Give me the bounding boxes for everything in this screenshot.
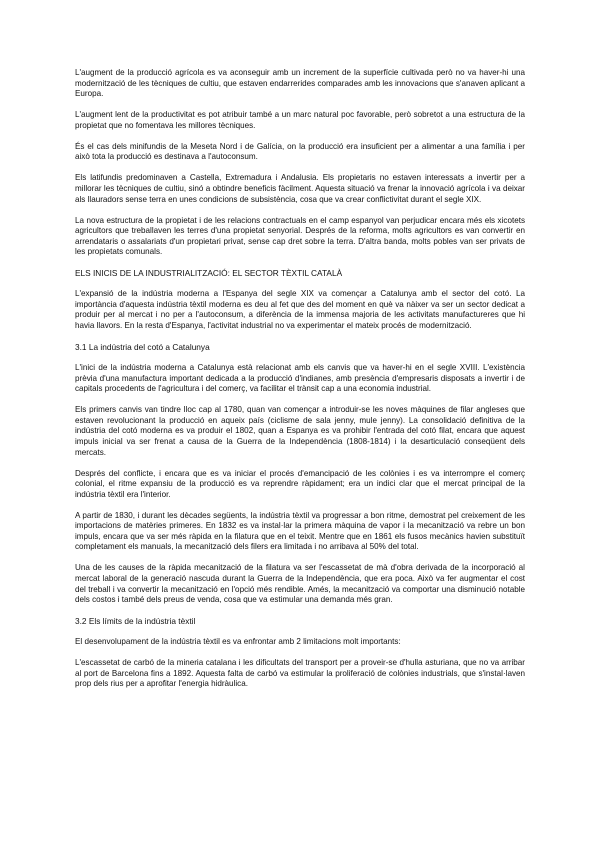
paragraph: L'augment de la producció agrícola es va aconseguir amb un increment de la superfície cultivada però no va haver-hi una modernització de les tècniques de cultiu, que estaven endarrerides comparades amb les innovacions que s'anaven aplicant a Europa. bbox=[75, 68, 525, 99]
document-page bbox=[75, 68, 525, 700]
paragraph: L'augment lent de la productivitat es pot atribuir també a un marc natural poc favorable, però sobretot a una estructura de la propietat que no fomentava les millores tècniques. bbox=[75, 110, 525, 130]
paragraph: Després del conflicte, i encara que es va iniciar el procés d'emancipació de les colònies i es va interrompre el comerç colonial, el ritme expansiu de la producció es va reprendre ràpidament; era un indici clar que el mercat principal de la indústria tèxtil era l'interior. bbox=[75, 468, 525, 499]
paragraph: Una de les causes de la ràpida mecanització de la filatura va ser l'escassetat de mà d'obra derivada de la incorporació al mercat laboral de la generació nascuda durant la Guerra de la Independència, que era poca. Això va fer augmentar el cost del treball i va convertir la mecanització en l'opció més rendible. Amés, la mecanització va comportar una disminució notable dels costos i també dels preus de venda, cosa que va estimular una demanda més gran. bbox=[75, 563, 525, 605]
section-heading: ELS INICIS DE LA INDUSTRIALITZACIÓ: EL SECTOR TÈXTIL CATALÀ bbox=[75, 268, 343, 279]
paragraph: La nova estructura de la propietat i de les relacions contractuals en el camp espanyol van perjudicar encara més els xicotets agricultors que treballaven les terres d'una propietat senyorial. Després de la reforma, molts agricultors es van convertir en arrendataris o assalariats d'un propietari privat, sense cap dret sobre la terra. D'altra banda, molts pobles van ser privats de les propietats comunals. bbox=[75, 215, 525, 257]
paragraph: El desenvolupament de la indústria tèxtil es va enfrontar amb 2 limitacions molt importants: bbox=[75, 637, 401, 647]
subheading-cotton-industry: 3.1 La indústria del cotó a Catalunya bbox=[75, 342, 210, 353]
paragraph: L'expansió de la indústria moderna a l'Espanya del segle XIX va començar a Catalunya amb el sector del cotó. La importància d'aquesta indústria tèxtil moderna es deu al fet que des del moment en què va nàixer va ser un sector dedicat a produir per al mercat i no per a l'autoconsum, a diferència de la immensa majoria de les activitats manufactureres que hi havia llavors. En la resta d'Espanya, l'activitat industrial no va experimentar el mateix procés de modernització. bbox=[75, 289, 525, 331]
paragraph: És el cas dels minifundis de la Meseta Nord i de Galícia, on la producció era insuficient per a alimentar a una família i per això tota la producció es destinava a l'autoconsum. bbox=[75, 141, 525, 162]
paragraph: Els latifundis predominaven a Castella, Extremadura i Andalusia. Els propietaris no estaven interessats a invertir per a millorar les tècniques de cultiu, sinó a obtindre beneficis fàcilment. Aquesta situació va frenar la innovació agrícola i va deixar als llauradors sense terra en unes condicions de subsistència, cosa que va crear conflictivitat durant el segle XIX. bbox=[75, 173, 525, 204]
paragraph: L'escassetat de carbó de la mineria catalana i les dificultats del transport per a proveir-se d'hulla asturiana, que no va arribar al port de Barcelona fins a 1892. Aquesta falta de carbó va estimular la proliferació de colònies industrials, que s'instal·laven prop dels rius per a aprofitar l'energia hidràulica. bbox=[75, 658, 525, 689]
paragraph: L'inici de la indústria moderna a Catalunya està relacionat amb els canvis que va haver-hi en el segle XVIII. L'existència prèvia d'una manufactura important dedicada a la producció d'indianes, amb presència d'empresaris disposats a invertir i de capitals procedents de l'agricultura i del comerç, va facilitar el trànsit cap a una economia industrial. bbox=[75, 363, 525, 394]
paragraph: A partir de 1830, i durant les dècades següents, la indústria tèxtil va progressar a bon ritme, demostrat pel creixement de les importacions de matèries primeres. En 1832 es va instal·lar la primera màquina de vapor i la mecanització va rebre un bon impuls, encara que va ser més ràpida en la filatura que en el teixit. Mentre que en 1861 els fusos mecànics havien substituït completament els manuals, la mecanització dels filers era limitada i no arribava al 50% del total. bbox=[75, 510, 525, 552]
subheading-textile-limits: 3.2 Els límits de la indústria tèxtil bbox=[75, 616, 196, 627]
paragraph: Els primers canvis van tindre lloc cap al 1780, quan van començar a introduir-se les noves màquines de filar angleses que estaven revolucionant la producció en aqueix país (ciclisme de sala jenny, mule jenny). La consolidació definitiva de la indústria del cotó moderna es va produir el 1802, quan a Espanya es va prohibir l'entrada del cotó filat, encara que aquest impuls inicial va ser frenat a causa de la Guerra de la Independència (1808-1814) i la desarticulació conseqüent dels mercats. bbox=[75, 405, 525, 457]
